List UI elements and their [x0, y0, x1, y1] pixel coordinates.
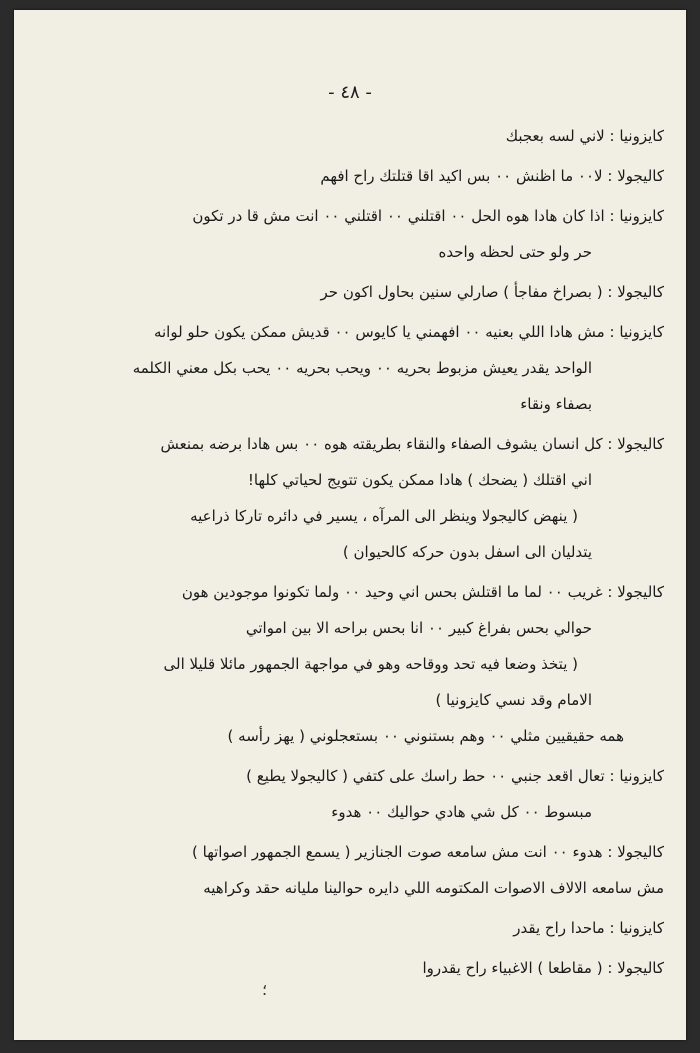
speaker-name: كاليجولا : [607, 283, 664, 301]
script-line [54, 834, 664, 870]
line-text: تعال اقعد جنبي ٠٠ حط راسك على كتفي ( كاليجولا يطيع ) [246, 767, 605, 785]
script-line [54, 794, 664, 830]
line-text: همه حقيقيين مثلي ٠٠ وهم بستنوني ٠٠ بستعجلوني ( يهز رأسه ) [227, 727, 624, 745]
line-text: حر ولو حتى لحظه واحده [438, 243, 592, 261]
document-page [14, 10, 686, 1040]
line-text: الواحد يقدر يعيش مزبوط بحريه ٠٠ ويحب بحريه ٠٠ يحب بكل معني الكلمه [132, 359, 592, 377]
speaker-name: كايزونيا : [609, 127, 664, 145]
line-text: مش هادا اللي بعنيه ٠٠ افهمني يا كايوس ٠٠ قديش ممكن يكون حلو لوانه [153, 323, 605, 341]
line-text: بصفاء ونقاء [520, 395, 592, 413]
script-line [54, 314, 664, 350]
script-line [54, 646, 664, 682]
script-text [54, 118, 664, 986]
line-text: لا٠٠ ما اظنش ٠٠ بس اكيد اقا قتلتك راح افهم [320, 167, 603, 185]
line-text: هدوء ٠٠ انت مش سامعه صوت الجنازير ( يسمع الجمهور اصواتها ) [192, 843, 603, 861]
line-text: حوالي بحس بفراغ كبير ٠٠ انا بحس براحه الا بين امواتي [245, 619, 592, 637]
line-text: كل انسان يشوف الصفاء والنقاء بطريقته هوه ٠٠ بس هادا برضه بمنعش [160, 435, 603, 453]
speaker-name: كايزونيا : [609, 919, 664, 937]
line-text: ( بصراخ مفاجأ ) صارلي سنين بحاول اكون حر [320, 283, 603, 301]
speaker-name: كاليجولا : [607, 583, 664, 601]
script-line [54, 870, 664, 906]
script-line [54, 758, 664, 794]
script-line [54, 682, 664, 718]
script-line [54, 718, 664, 754]
line-text: الامام وقد نسي كايزونيا ) [435, 691, 592, 709]
line-text: لاني لسه بعجبك [505, 127, 605, 145]
speaker-name: كايزونيا : [609, 207, 664, 225]
script-line [54, 386, 664, 422]
pencil-mark: ؛ [262, 980, 268, 999]
line-text: اذا كان هادا هوه الحل ٠٠ اقتلني ٠٠ اقتلني ٠٠ انت مش قا در تكون [192, 207, 605, 225]
script-line [54, 498, 664, 534]
speaker-name: كاليجولا : [607, 167, 664, 185]
line-text: ( يتخذ وضعا فيه تحد ووقاحه وهو في مواجهة الجمهور مائلا قليلا الى [163, 655, 578, 673]
script-line [54, 198, 664, 234]
script-line [54, 158, 664, 194]
line-text: مش سامعه الالاف الاصوات المكتومه اللي دايره حوالينا مليانه حقد وكراهيه [203, 879, 664, 897]
script-line [54, 274, 664, 310]
line-text: مبسوط ٠٠ كل شي هادي حواليك ٠٠ هدوء [331, 803, 592, 821]
line-text: ( مقاطعا ) الاغبياء راح يقدروا [422, 959, 603, 977]
page-number: - ٤٨ - [328, 82, 372, 103]
line-text: يتدليان الى اسفل بدون حركه كالحيوان ) [342, 543, 592, 561]
script-line [54, 574, 664, 610]
speaker-name: كايزونيا : [609, 767, 664, 785]
line-text: اني اقتلك ( يضحك ) هادا ممكن يكون تتويج لحياتي كلها! [247, 471, 592, 489]
script-line [54, 610, 664, 646]
script-line [54, 426, 664, 462]
script-line [54, 910, 664, 946]
speaker-name: كاليجولا : [607, 959, 664, 977]
script-line [54, 234, 664, 270]
script-line [54, 350, 664, 386]
script-line [54, 534, 664, 570]
line-text: ماحدا راح يقدر [513, 919, 605, 937]
script-line [54, 950, 664, 986]
line-text: غريب ٠٠ لما ما اقتلش بحس اني وحيد ٠٠ ولما تكونوا موجودين هون [181, 583, 603, 601]
speaker-name: كايزونيا : [609, 323, 664, 341]
script-line [54, 118, 664, 154]
script-line [54, 462, 664, 498]
line-text: ( ينهض كاليجولا وينظر الى المرآه ، يسير في دائره تاركا ذراعيه [190, 507, 578, 525]
speaker-name: كاليجولا : [607, 843, 664, 861]
speaker-name: كاليجولا : [607, 435, 664, 453]
